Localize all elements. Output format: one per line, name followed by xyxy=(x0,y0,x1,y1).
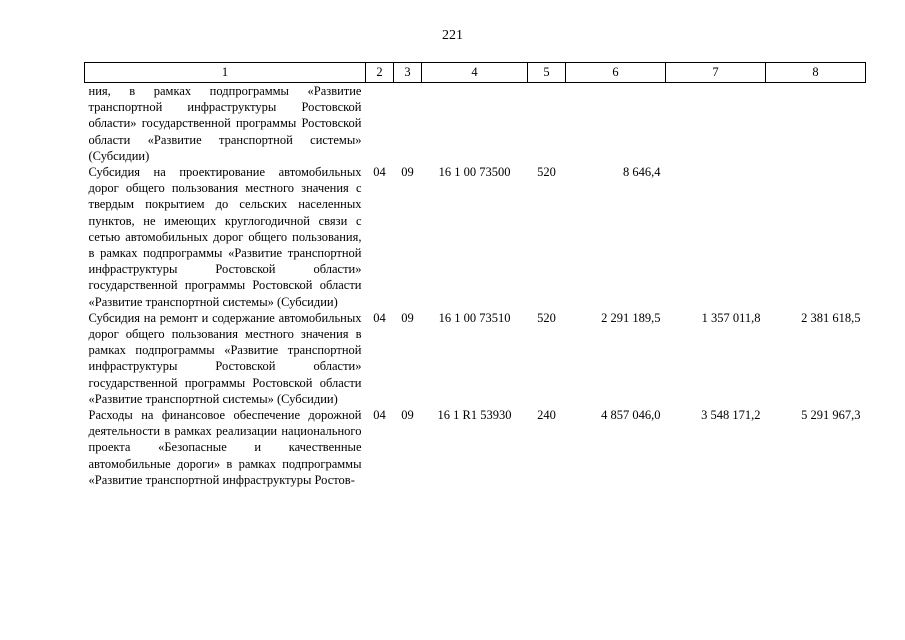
row-expense-type: 520 xyxy=(537,165,556,180)
row-amount-3: 5 291 967,3 xyxy=(801,408,861,423)
row-target-article xyxy=(422,83,528,165)
row-amount-3 xyxy=(766,164,866,310)
table-header xyxy=(85,63,866,83)
row-amount-1 xyxy=(566,83,666,165)
column-header-2: 2 xyxy=(366,63,394,83)
row-subsection xyxy=(394,83,422,165)
row-description: Расходы на финансовое обеспечение дорожной деятельности в рамках реализации национального проекта «Безопасные и качественные автомобильные дороги» в рамках подпрограммы «Развитие транспортной инфраструктуры Ростов- xyxy=(88,408,362,487)
column-header-1: 1 xyxy=(85,63,366,83)
row-amount-2 xyxy=(666,83,766,165)
row-amount-1: 4 857 046,0 xyxy=(601,408,661,423)
column-header-6: 6 xyxy=(566,63,666,83)
header-row xyxy=(85,63,866,83)
row-section: 04 xyxy=(373,408,386,423)
table-body xyxy=(85,83,866,489)
row-amount-3: 2 381 618,5 xyxy=(801,310,861,325)
table-row xyxy=(85,407,866,488)
row-section xyxy=(366,83,394,165)
row-target-article: 16 1 00 73510 xyxy=(438,310,511,325)
column-header-8: 8 xyxy=(766,63,866,83)
row-amount-3 xyxy=(766,83,866,165)
row-section: 04 xyxy=(373,310,386,325)
row-expense-type: 520 xyxy=(537,310,556,325)
table-row xyxy=(85,164,866,310)
column-header-4: 4 xyxy=(422,63,528,83)
row-subsection: 09 xyxy=(401,408,414,423)
budget-table xyxy=(84,62,866,488)
row-target-article: 16 1 R1 53930 xyxy=(437,408,512,423)
row-amount-2: 1 357 011,8 xyxy=(701,310,761,325)
row-description: Субсидия на проектирование автомобильных дорог общего пользования местного значения с твердым покрытием до сельских населенных пунктов, не имеющих круглогодичной связи с сетью автомобильных дорог общего пользования, в рамках подпрограммы «Развитие транспортной инфраструктуры Ростовской области» государственной программы Ростовской области «Развитие транспортной системы» (Субсидии) xyxy=(88,165,362,309)
row-description: ния, в рамках подпрограммы «Развитие транспортной инфраструктуры Ростовской области» государственной программы Ростовской области «Развитие транспортной системы» (Субсидии) xyxy=(88,84,362,163)
row-subsection: 09 xyxy=(401,310,414,325)
page-number: 221 xyxy=(442,28,463,43)
column-header-3: 3 xyxy=(394,63,422,83)
column-header-7: 7 xyxy=(666,63,766,83)
row-expense-type: 240 xyxy=(537,408,556,423)
row-expense-type xyxy=(528,83,566,165)
table-row xyxy=(85,310,866,407)
row-amount-2: 3 548 171,2 xyxy=(701,408,761,423)
column-header-5: 5 xyxy=(528,63,566,83)
table-row xyxy=(85,83,866,165)
row-section: 04 xyxy=(373,165,386,180)
row-description: Субсидия на ремонт и содержание автомобильных дорог общего пользования местного значения в рамках подпрограммы «Развитие транспортной инфраструктуры Ростовской области» государственной программы Ростовской области «Развитие транспортной системы» (Субсидии) xyxy=(88,310,362,406)
row-amount-1: 8 646,4 xyxy=(623,165,661,180)
row-amount-2 xyxy=(666,164,766,310)
row-target-article: 16 1 00 73500 xyxy=(438,165,511,180)
row-amount-1: 2 291 189,5 xyxy=(601,310,661,325)
row-subsection: 09 xyxy=(401,165,414,180)
